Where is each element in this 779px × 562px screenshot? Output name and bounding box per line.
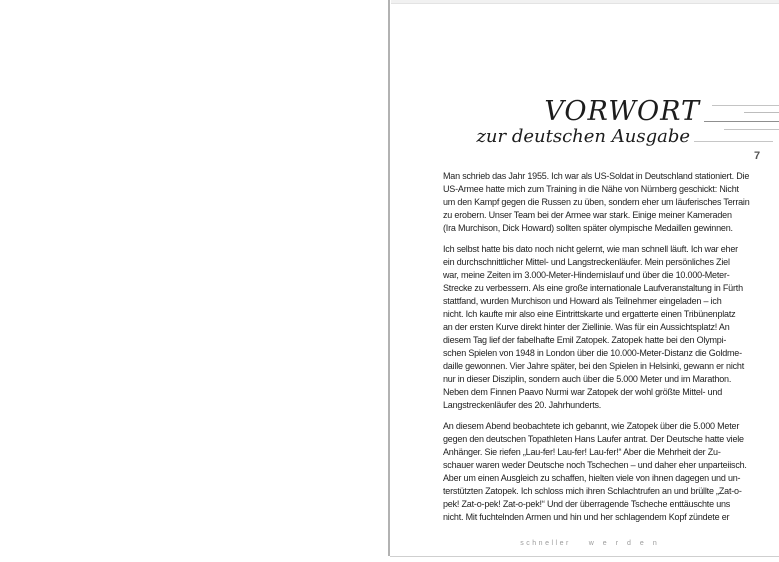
decorative-line <box>694 141 773 142</box>
chapter-subtitle: zur deutschen Ausgabe <box>476 126 690 147</box>
text-line: daille gewonnen. Vier Jahre später, bei den Spielen in Helsinki, gewann er nicht <box>443 361 745 371</box>
text-line: terstützten Zatopek. Ich schloss mich ihren Schlachtrufen an und brüllte „Zat-o- <box>443 486 742 496</box>
footer-word: werden <box>588 540 666 547</box>
chapter-title: VORWORT <box>544 96 700 127</box>
text-line: US-Armee hatte mich zum Training in die Nähe von Nürnberg geschickt: Nicht <box>443 184 739 194</box>
text-line: Ich selbst hatte bis dato noch nicht gelernt, wie man schnell läuft. Ich war eher <box>443 244 738 254</box>
text-line: nicht. Mit fuchtelnden Armen und hin und her schlagendem Kopf zündete er <box>443 512 730 522</box>
text-line: pek! Zat-o-pek! Zat-o-pek!“ Und der überragende Tscheche enttäuschte uns <box>443 499 731 509</box>
text-line: Strecke zu verbessern. Als eine große internationale Laufveranstaltung in Fürth <box>443 283 743 293</box>
text-line: Neben dem Finnen Paavo Nurmi war Zatopek der wohl größte Mittel- und <box>443 387 723 397</box>
text-line: An diesem Abend beobachtete ich gebannt, wie Zatopek über die 5.000 Meter <box>443 421 740 431</box>
paragraph <box>443 170 755 235</box>
page-number: 7 <box>753 150 761 162</box>
text-line: (Ira Murchison, Dick Howard) sollten später olympische Medaillen gewinnen. <box>443 223 733 233</box>
text-line: Man schrieb das Jahr 1955. Ich war als US-Soldat in Deutschland stationiert. Die <box>443 171 750 181</box>
text-line: nicht. Ich kaufte mir also eine Eintrittskarte und ergatterte einen Tribünenplatz <box>443 309 736 319</box>
text-line: gegen den deutschen Topathleten Hans Laufer antrat. Der Deutsche hatte viele <box>443 434 744 444</box>
running-footer <box>443 540 743 547</box>
text-line: war, meine Zeiten im 3.000-Meter-Hindernislauf und über die 10.000-Meter- <box>443 270 730 280</box>
decorative-line <box>724 129 779 130</box>
page-spine-edge <box>388 0 390 556</box>
text-line: Aber um einen Ausgleich zu schaffen, hielten viele von ihnen dagegen und un- <box>443 473 741 483</box>
text-line: um den Kampf gegen die Russen zu üben, sondern eher um läuferisches Terrain <box>443 197 750 207</box>
footer-word: schneller <box>520 540 571 547</box>
page-bottom-edge <box>390 556 779 557</box>
page-top-edge <box>391 0 779 4</box>
text-line: Langstreckenläufer des 20. Jahrhunderts. <box>443 400 602 410</box>
text-line: stattfand, wurden Murchison und Howard als Teilnehmer eingeladen – ich <box>443 296 722 306</box>
decorative-line <box>712 105 779 106</box>
text-line: ein durchschnittlicher Mittel- und Langstreckenläufer. Mein persönliches Ziel <box>443 257 730 267</box>
text-line: schauer waren weder Deutsche noch Tschechen – und daher eher unparteiisch. <box>443 460 747 470</box>
paragraph <box>443 243 755 412</box>
decorative-line <box>704 121 779 122</box>
text-line: an der ersten Kurve direkt hinter der Ziellinie. Was für ein Aussichtsplatz! An <box>443 322 730 332</box>
text-line: diesem Tag lief der fabelhafte Emil Zatopek. Zatopek hatte bei den Olympi- <box>443 335 727 345</box>
text-line: zu erobern. Unser Team bei der Armee war stark. Einige meiner Kameraden <box>443 210 732 220</box>
decorative-line <box>744 112 779 113</box>
body-text <box>443 170 755 532</box>
text-line: nur in dieser Disziplin, sondern auch über die 5.000 Meter und im Marathon. <box>443 374 732 384</box>
text-line: Anhänger. Sie riefen „Lau-fer! Lau-fer! Lau-fer!“ Aber die Mehrheit der Zu- <box>443 447 721 457</box>
text-line: schen Spielen von 1948 in London über die 10.000-Meter-Distanz die Goldme- <box>443 348 742 358</box>
paragraph <box>443 420 755 524</box>
